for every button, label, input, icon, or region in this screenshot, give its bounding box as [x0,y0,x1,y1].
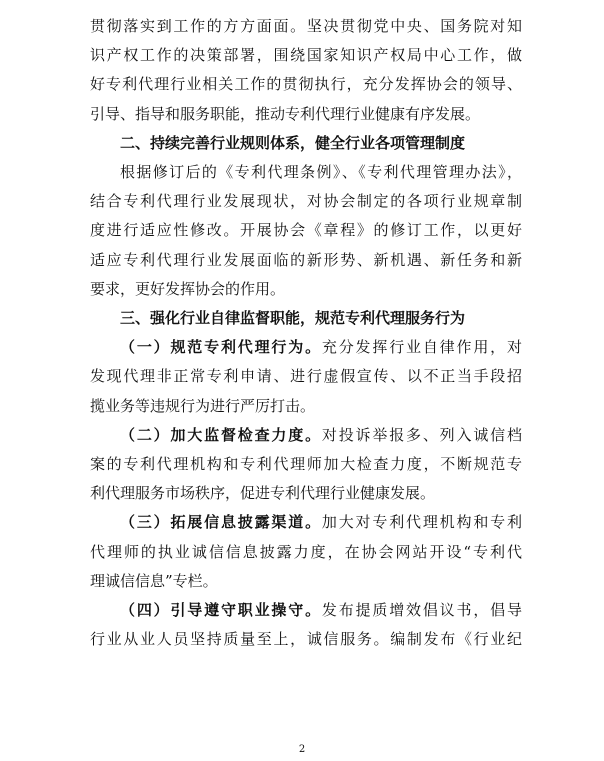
paragraph-line: 好专利代理行业相关工作的贯彻执行，充分发挥协会的领导、 [90,75,522,94]
subsection-title: （三）拓展信息披露渠道。 [120,513,322,532]
subsection-title: （一）规范专利代理行为。 [120,338,322,357]
paragraph-line: 引导、指导和服务职能，推动专利代理行业健康有序发展。 [90,104,481,123]
subsection-line [120,421,522,450]
paragraph-text: 发布提质增效倡议书，倡导 [321,601,522,619]
subsection-line [120,333,522,362]
paragraph-line: 行业从业人员坚持质量至上，诚信服务。编制发布《行业纪 [90,630,522,649]
paragraph-line: 理诚信信息”专栏。 [90,571,218,590]
paragraph-line: 揽业务等违规行为进行严厉打击。 [90,396,316,415]
subsection-title: （二）加大监督检查力度。 [120,425,322,444]
subsection-line [120,596,522,625]
paragraph-text: 对投诉举报多、列入诚信档 [321,425,522,444]
section-heading: 二、持续完善行业规则体系，健全行业各项管理制度 [120,133,466,152]
paragraph-text: 加大对专利代理机构和专利 [321,513,522,532]
section-heading: 三、强化行业自律监督职能，规范专利代理服务行为 [120,309,466,327]
paragraph-line: 识产权工作的决策部署，围绕国家知识产权局中心工作，做 [90,46,522,65]
paragraph-text: 充分发挥行业自律作用，对 [321,338,522,357]
paragraph-line: 利代理服务市场秩序，促进专利代理行业健康发展。 [90,484,436,503]
paragraph-line: 要求，更好发挥协会的作用。 [90,279,286,298]
page-number: 2 [298,744,306,755]
paragraph-line: 代理师的执业诚信信息披露力度，在协会网站开设“专利代 [90,542,522,561]
paragraph-line: 贯彻落实到工作的方方面面。坚决贯彻党中央、国务院对知 [90,17,522,35]
paragraph-line: 发现代理非正常专利申请、进行虚假宣传、以不正当手段招 [90,367,522,386]
paragraph-line: 案的专利代理机构和专利代理师加大检查力度，不断规范专 [90,455,522,473]
subsection-line [120,508,522,537]
paragraph-line: 适应专利代理行业发展面临的新形势、新机遇、新任务和新 [90,250,522,269]
subsection-title: （四）引导遵守职业操守。 [120,601,322,619]
paragraph-line: 根据修订后的《专利代理条例》、《专利代理管理办法》， [120,163,522,181]
paragraph-line: 结合专利代理行业发展现状，对协会制定的各项行业规章制 [90,192,522,211]
paragraph-line: 度进行适应性修改。开展协会《章程》的修订工作，以更好 [90,221,522,240]
